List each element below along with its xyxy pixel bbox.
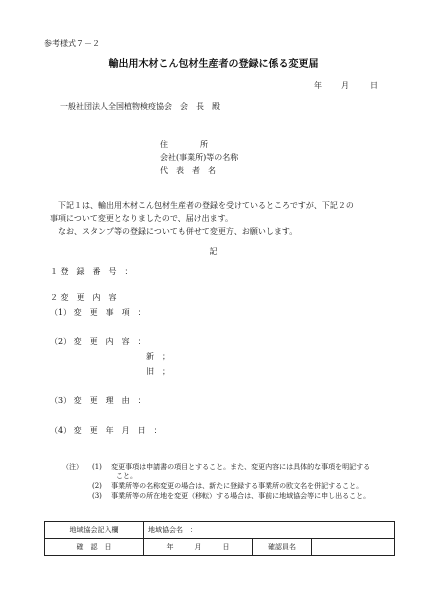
confirm-date-label: 確 認 日	[45, 539, 144, 556]
item-change-date: （4） 変 更 年 月 日 ：	[50, 426, 162, 435]
item-change-content: （2） 変 更 内 容 ：	[50, 337, 146, 346]
note-1b: こと。	[116, 472, 137, 480]
entry-column-label: 地域協会記入欄	[45, 522, 144, 539]
addressee: 一般社団法人全国植物検疫協会 会 長 殿	[60, 102, 220, 111]
document-title: 輸出用木材こん包材生産者の登録に係る変更届	[108, 59, 319, 70]
confirmer-value	[312, 539, 395, 556]
note-3: (3) 事業所等の所在地を変更（移転）する場合は、事前に地域協会等に申し出ること。	[92, 492, 371, 500]
notes-label: （注）	[62, 463, 83, 471]
date-month: 月	[341, 81, 349, 90]
item-change-matter: （1） 変 更 事 項 ：	[50, 308, 146, 317]
date-year: 年	[314, 81, 322, 90]
applicant-company-label: 会社(事業所)等の名称	[160, 153, 239, 162]
confirm-date-value: 年 月 日	[144, 539, 253, 556]
applicant-address-label: 住 所	[160, 140, 208, 149]
ki-heading: 記	[209, 247, 218, 256]
date-day: 日	[370, 81, 378, 90]
item-change-heading: ２ 変 更 内 容	[50, 293, 117, 302]
body-line-1: 下記１は、輸出用木材こん包材生産者の登録を受けているところですが、下記２の	[50, 201, 354, 210]
confirmer-label: 確認員名	[253, 539, 312, 556]
body-line-3: なお、スタンプ等の登録についても併せて変更方、お願いします。	[50, 227, 298, 236]
item-change-reason: （3） 変 更 理 由 ：	[50, 396, 146, 405]
item-old: 旧 ；	[146, 367, 170, 376]
body-line-2: 事項について変更となりましたので、届け出ます。	[50, 214, 234, 223]
item-new: 新 ；	[146, 352, 170, 361]
note-2: (2) 事業所等の名称変更の場合は、新たに登録する事業所の欧文名を併記すること。	[92, 482, 364, 490]
applicant-rep-label: 代 表 者 名	[160, 166, 216, 175]
form-number: 参考様式７－２	[44, 39, 100, 48]
association-name-cell: 地域協会名 ：	[144, 522, 395, 539]
item-reg-no: １ 登 録 番 号 ：	[50, 267, 133, 276]
note-1a: (1) 変更事項は申請書の項目とすること。また、変更内容には具体的な事項を明記する	[92, 463, 371, 471]
association-entry-table	[44, 521, 395, 556]
